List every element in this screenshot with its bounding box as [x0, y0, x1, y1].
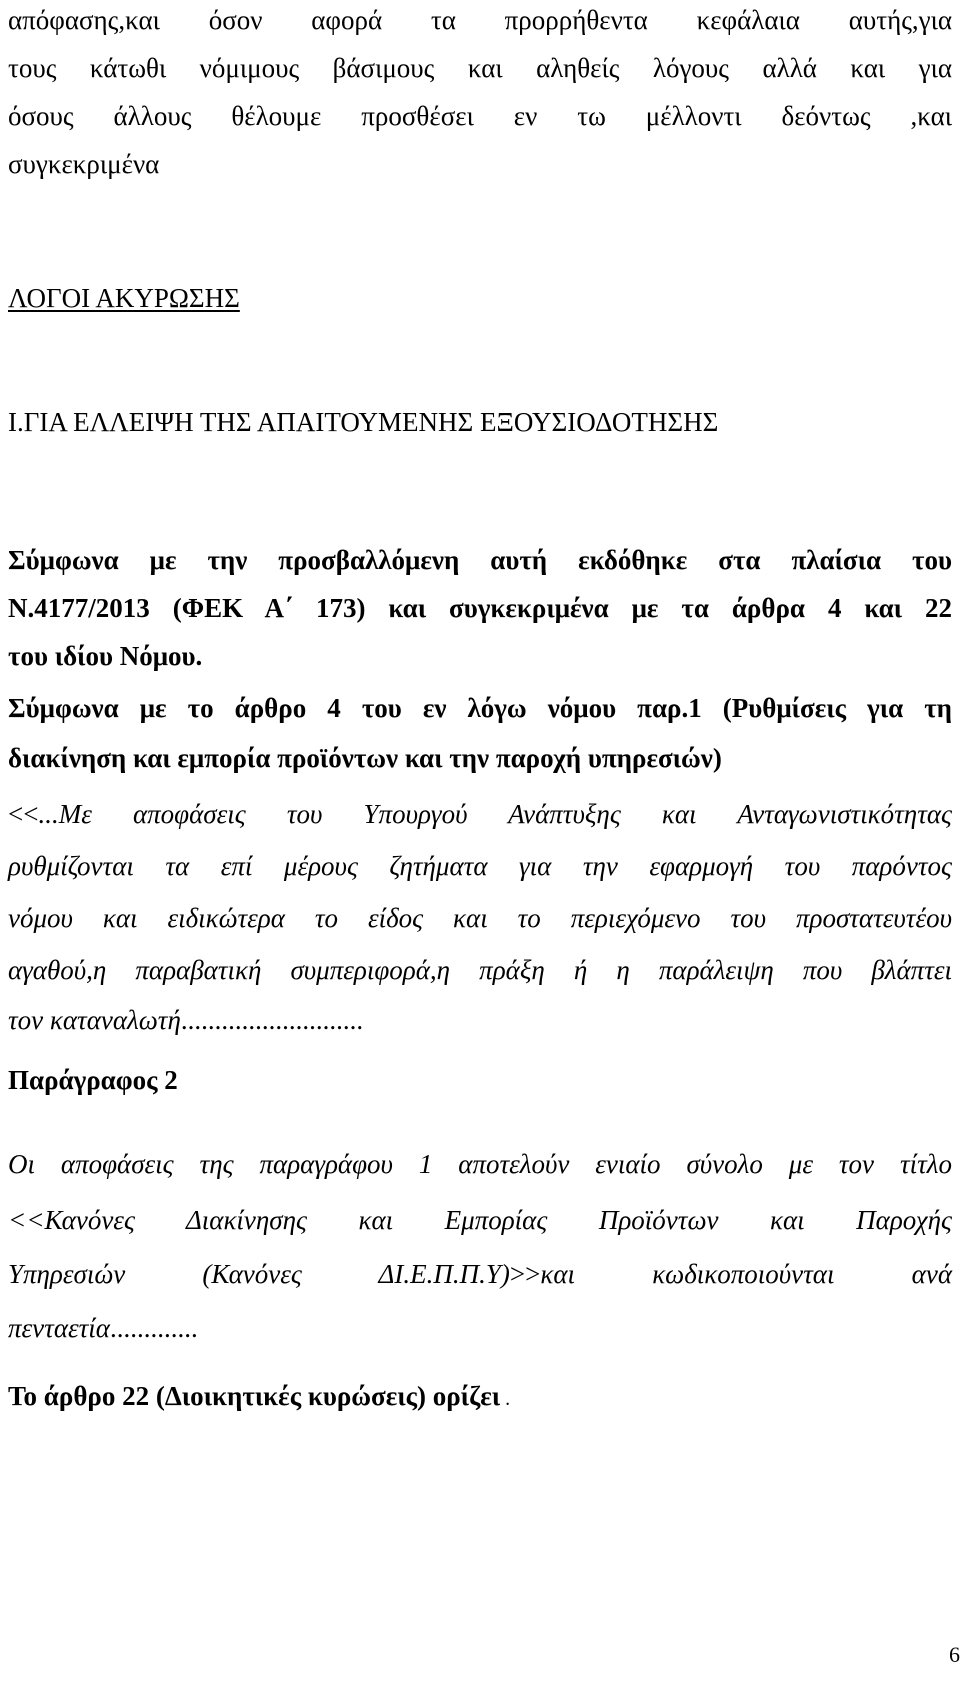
intro-line-1: απόφασης,και όσον αφορά τα προρρήθεντα κεφάλαια αυτής,για: [8, 5, 952, 35]
quote1-line-5: [8, 1004, 952, 1036]
quote2-line-3-a: Υπηρεσιών (Κανόνες ΔΙ.Ε.Π.Π.Υ): [8, 1259, 510, 1289]
intro-line-3: όσους άλλους θέλουμε προσθέσει εν τω μέλλοντι δεόντως ,και: [8, 101, 952, 131]
quote1-line-1-text: ...Με αποφάσεις του Υπουργού Ανάπτυξης και Ανταγωνιστικότητας: [38, 799, 952, 829]
quote2-line-3: [8, 1258, 952, 1290]
bold-para2-line-1: Σύμφωνα με το άρθρο 4 του εν λόγω νόμου παρ.1 (Ρυθμίσεις για τη: [8, 693, 952, 723]
quote-open-marks: <<: [8, 799, 39, 829]
final-line-bold: Το άρθρο 22 (Διοικητικές κυρώσεις) ορίζει: [8, 1381, 501, 1411]
quote2-last-text: πενταετία: [8, 1313, 110, 1343]
quote1-line-1: [8, 798, 952, 830]
quote2-line-4: [8, 1312, 952, 1344]
quote1-line-3: νόμου και ειδικώτερα το είδος και το περιεχόμενο του προστατευτέου: [8, 903, 952, 933]
quote2-line-2: <<Κανόνες Διακίνησης και Εμπορίας Προϊόντων και Παροχής: [8, 1205, 952, 1235]
quote1-last-text: τον καταναλωτή: [8, 1005, 181, 1035]
ground-heading: Ι.ΓΙΑ ΕΛΛΕΙΨΗ ΤΗΣ ΑΠΑΙΤΟΥΜΕΝΗΣ ΕΞΟΥΣΙΟΔΟΤΗΣΗΣ: [8, 407, 719, 437]
bold-para1-line-3: του ιδίου Νόμου.: [8, 641, 203, 671]
intro-line-2: τους κάτωθι νόμιμους βάσιμους και αληθείς λόγους αλλά και για: [8, 53, 952, 83]
quote1-line-2: ρυθμίζονται τα επί μέρους ζητήματα για την εφαρμογή του παρόντος: [8, 851, 952, 881]
paragraph-heading: Παράγραφος 2: [8, 1065, 178, 1095]
section-heading-text: ΛΟΓΟΙ ΑΚΥΡΩΣΗΣ: [8, 283, 240, 313]
bold-para1-line-1: Σύμφωνα με την προσβαλλόμενη αυτή εκδόθηκε στα πλαίσια του: [8, 545, 952, 575]
quote2-ellipsis: .............: [109, 1313, 198, 1343]
page-number: 6: [949, 1642, 960, 1667]
quote-close-marks: >>: [509, 1259, 541, 1289]
final-line: [8, 1380, 952, 1415]
section-heading: [8, 282, 952, 314]
bold-para2-line-2: διακίνηση και εμπορία προϊόντων και την παροχή υπηρεσιών): [8, 743, 722, 773]
final-line-end: .: [500, 1388, 511, 1410]
quote2-line-3-b: και κωδικοποιούνται ανά: [540, 1259, 952, 1289]
quote1-ellipsis: ...........................: [180, 1005, 364, 1035]
quote1-line-4: αγαθού,η παραβατική συμπεριφορά,η πράξη ή η παράλειψη που βλάπτει: [8, 955, 952, 985]
intro-line-4: συγκεκριμένα: [8, 149, 160, 179]
quote2-line-1: Οι αποφάσεις της παραγράφου 1 αποτελούν ενιαίο σύνολο με τον τίτλο: [8, 1149, 952, 1179]
bold-para1-line-2: Ν.4177/2013 (ΦΕΚ Α΄ 173) και συγκεκριμένα με τα άρθρα 4 και 22: [8, 593, 952, 623]
